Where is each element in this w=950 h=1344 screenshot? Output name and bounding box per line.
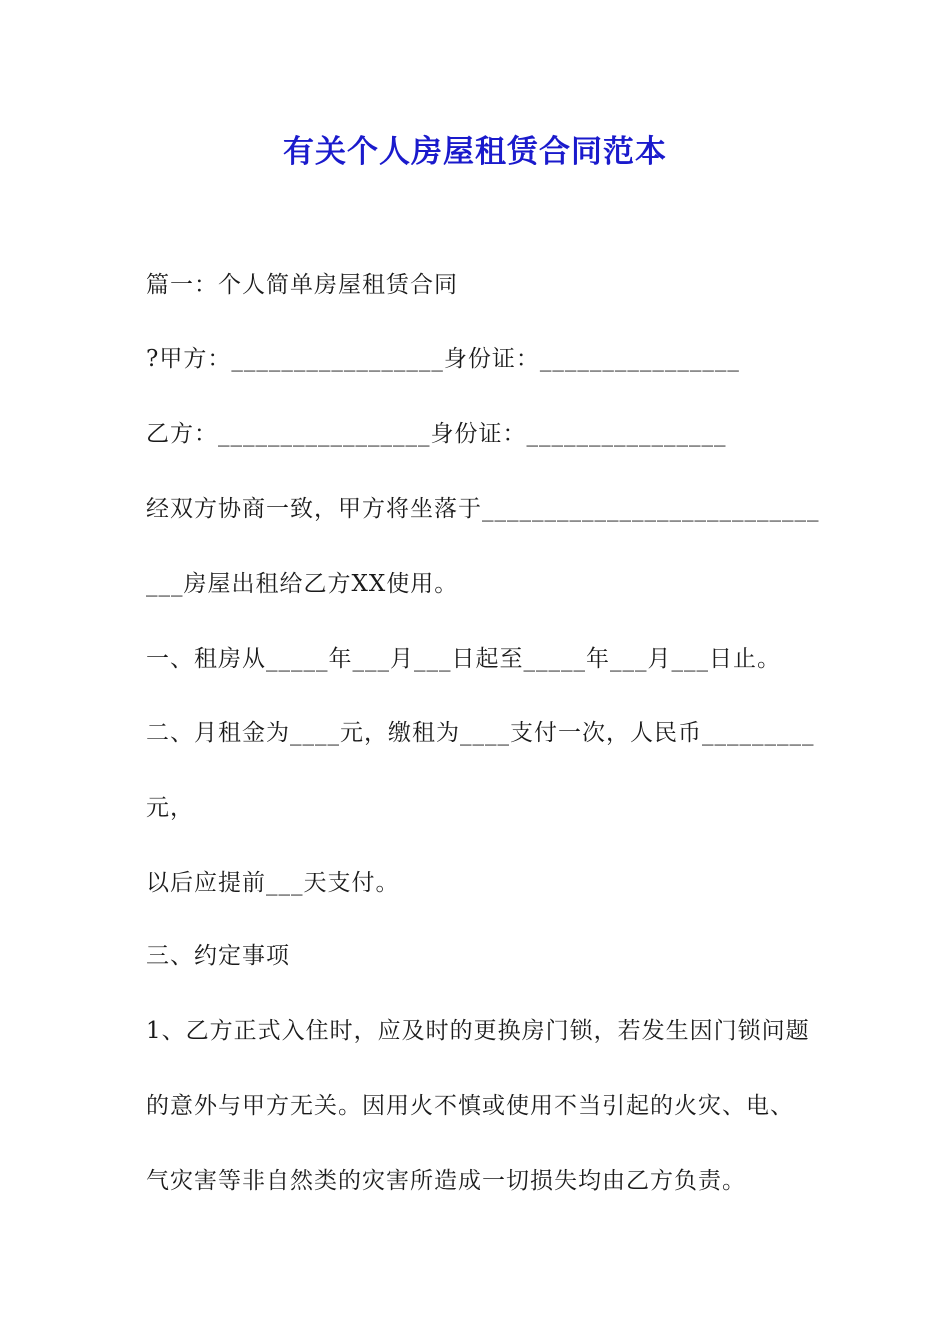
term-1-line-1: 1、乙方正式入住时，应及时的更换房门锁，若发生因门锁问题 bbox=[146, 1018, 810, 1044]
term-1-line-2: 的意外与甲方无关。因用火不慎或使用不当引起的火灾、电、 bbox=[146, 1093, 794, 1119]
rent-unit-line: 元， bbox=[146, 795, 194, 821]
document-title: 有关个人房屋租赁合同范本 bbox=[283, 134, 667, 170]
section-heading-terms: 三、约定事项 bbox=[146, 943, 290, 969]
agreement-location-line: 经双方协商一致，甲方将坐落于___________________________ bbox=[146, 496, 820, 522]
section-heading-part-one: 篇一：个人简单房屋租赁合同 bbox=[146, 272, 458, 298]
payment-advance-line: 以后应提前___天支付。 bbox=[146, 870, 400, 896]
lease-term-line: 一、租房从_____年___月___日起至_____年___月___日止。 bbox=[146, 646, 781, 672]
term-1-line-3: 气灾害等非自然类的灾害所造成一切损失均由乙方负责。 bbox=[146, 1168, 746, 1194]
rent-amount-line: 二、月租金为____元，缴租为____支付一次，人民币_________ bbox=[146, 720, 815, 746]
party-a-line: ?甲方：_________________身份证：________________ bbox=[146, 346, 740, 372]
party-b-line: 乙方：_________________身份证：________________ bbox=[146, 421, 727, 447]
rental-use-line: ___房屋出租给乙方XX使用。 bbox=[146, 571, 459, 597]
